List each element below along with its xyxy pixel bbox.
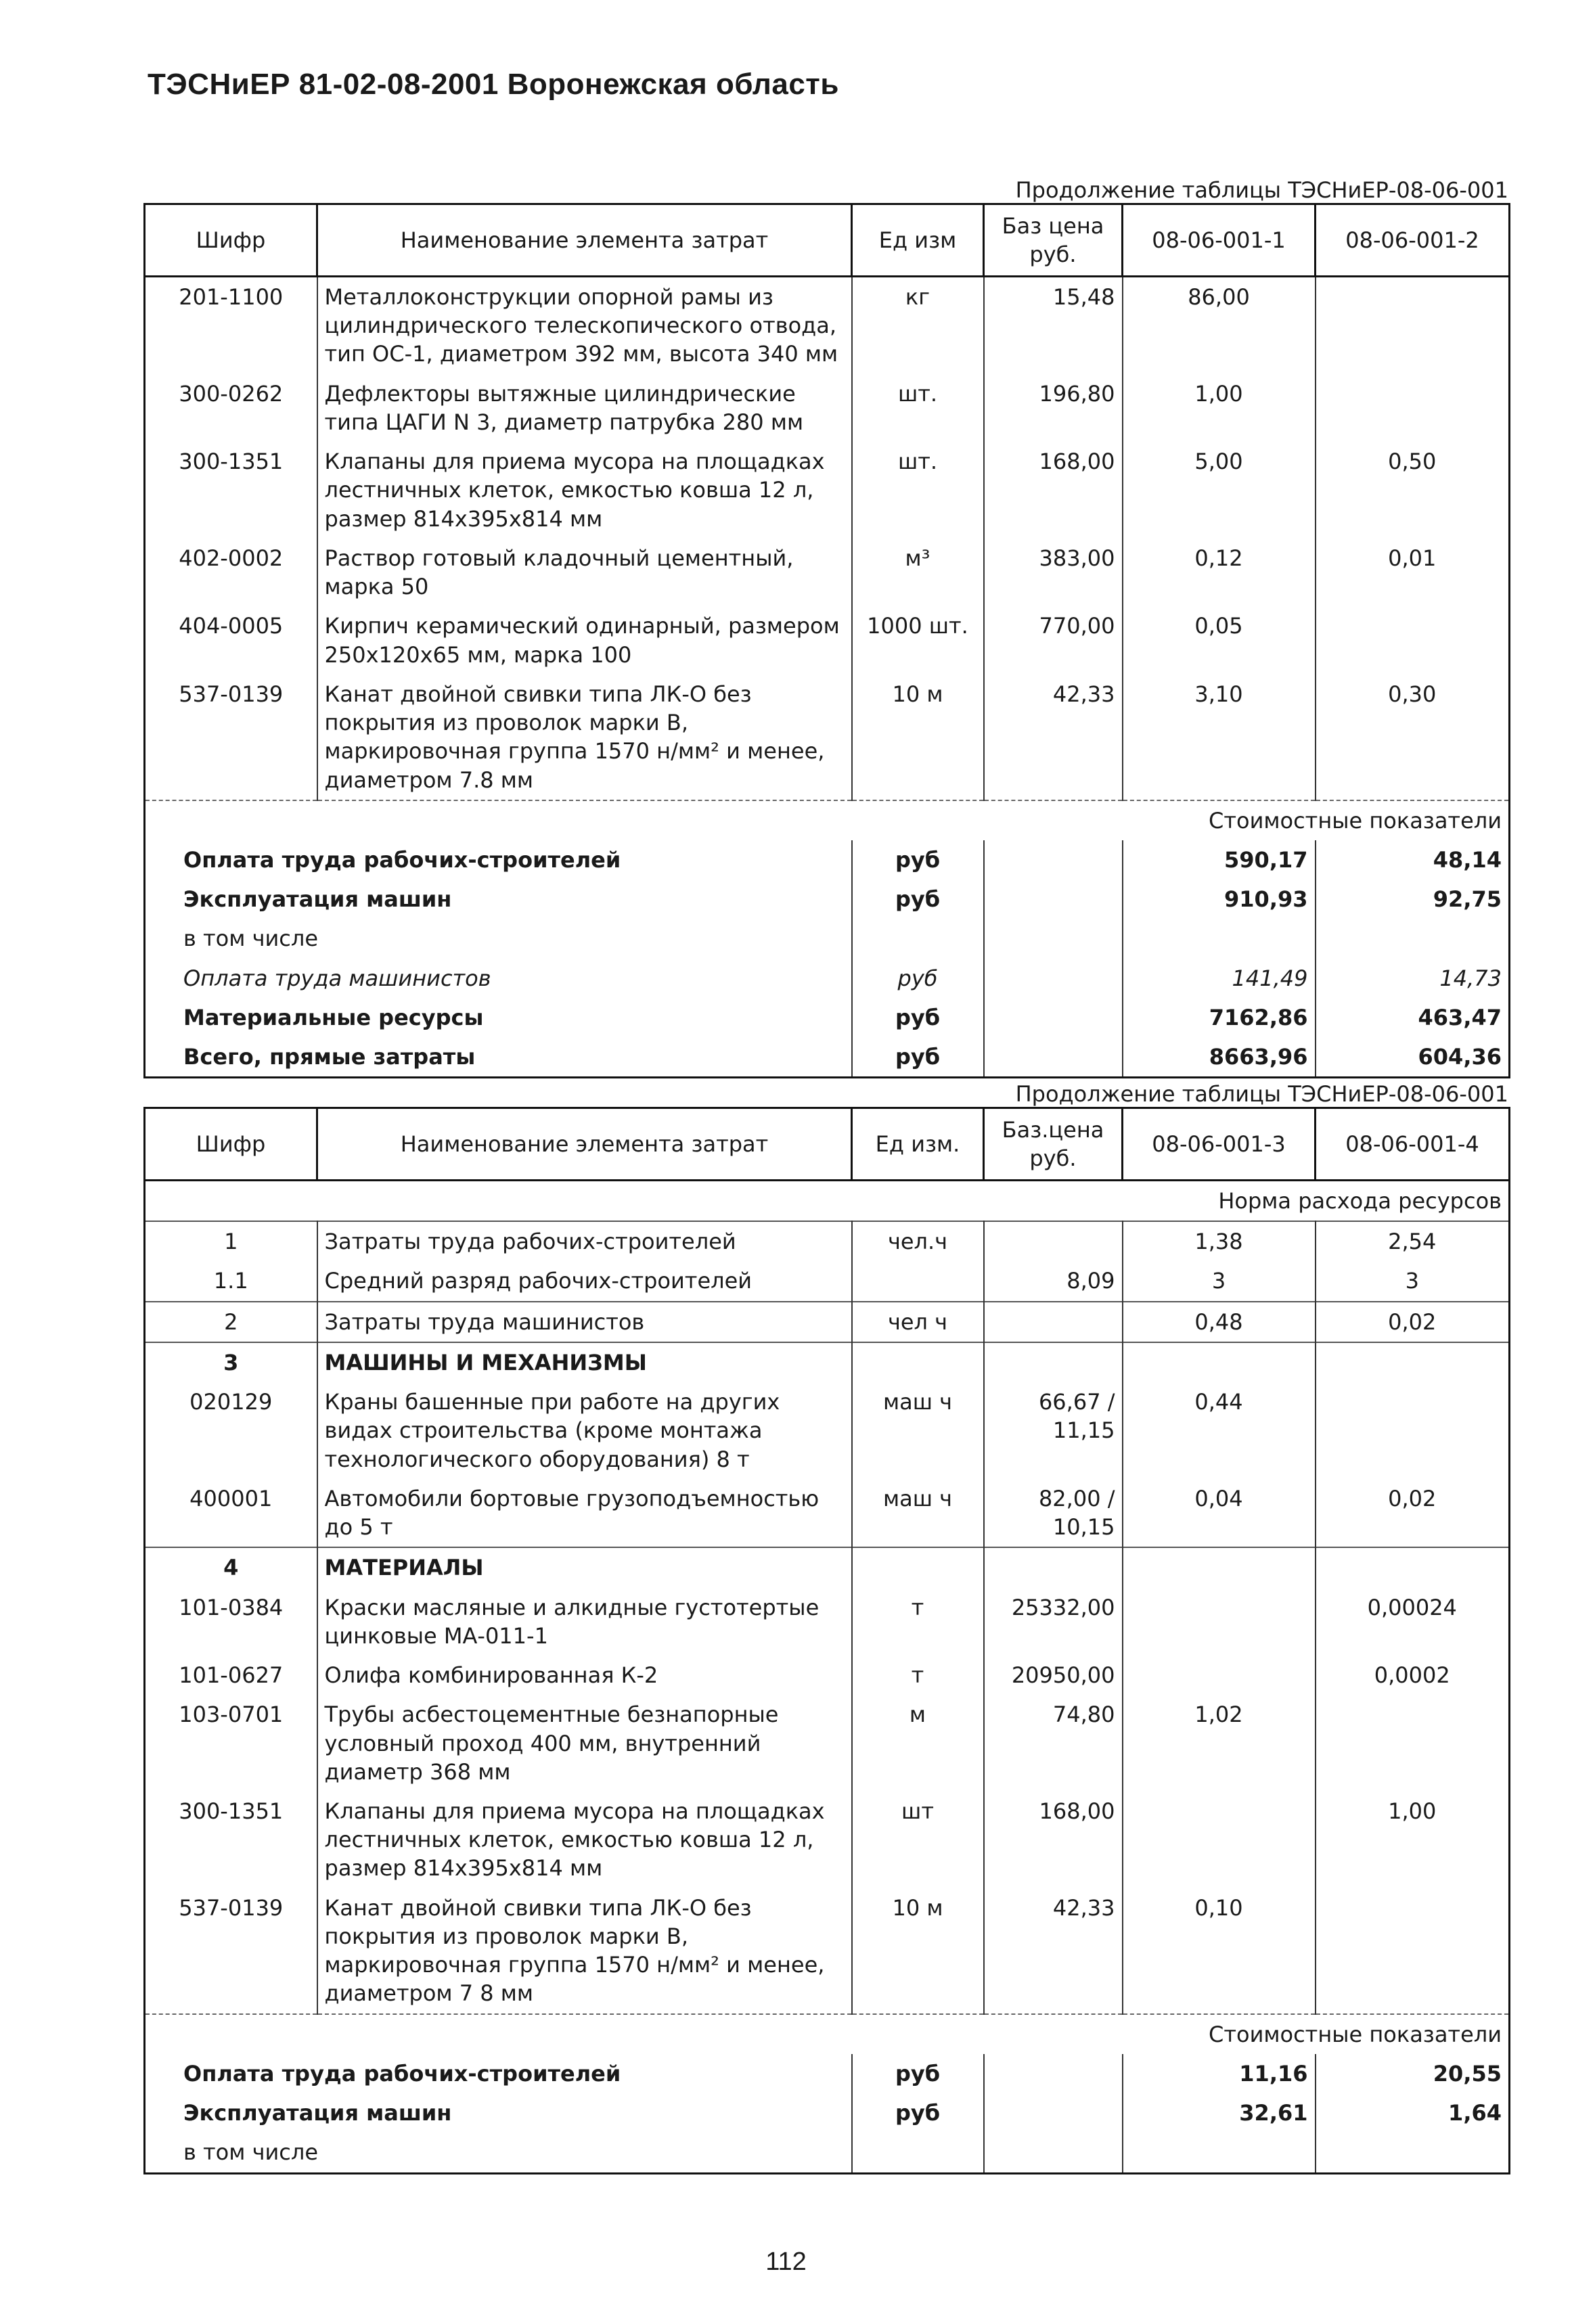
resource-unit [852,1547,984,1587]
base-price: 25332,00 [984,1588,1123,1656]
summary-value: 141,49 [1123,959,1316,998]
header-norm-1: 08-06-001-1 [1123,204,1316,277]
resource-code: 300-0262 [145,374,317,442]
summary-blank [984,998,1123,1037]
norm-value: 0,02 [1316,1479,1510,1547]
table-row [145,539,1510,606]
summary-value: 48,14 [1316,840,1510,880]
summary-row [145,2054,1510,2093]
base-price [984,1547,1123,1587]
norm-table-2 [143,1107,1510,2174]
summary-value [1123,919,1316,958]
resource-code: 2 [145,1302,317,1342]
base-price: 82,00 / 10,15 [984,1479,1123,1547]
header-base-price: Баз цена руб. [984,204,1123,277]
resource-name: Раствор готовый кладочный цементный, марка 50 [317,539,852,606]
base-price [984,1221,1123,1261]
header-unit: Ед изм [852,204,984,277]
table-row [145,1695,1510,1792]
resource-name: МАТЕРИАЛЫ [317,1547,852,1587]
cost-indicators-title: Стоимостные показатели [145,2014,1510,2054]
resource-name: Затраты труда рабочих-строителей [317,1221,852,1261]
header-norm-4: 08-06-001-4 [1316,1108,1510,1181]
resource-code: 1.1 [145,1261,317,1301]
resource-unit: чел.ч [852,1221,984,1261]
summary-value: 910,93 [1123,880,1316,919]
summary-value: 463,47 [1316,998,1510,1037]
norm-value: 0,0002 [1316,1656,1510,1695]
cost-indicators-title: Стоимостные показатели [145,800,1510,840]
table-row [145,1479,1510,1547]
norm-value: 3 [1123,1261,1316,1301]
summary-value: 7162,86 [1123,998,1316,1037]
norm-value [1316,1342,1510,1382]
summary-unit: руб [852,2093,984,2133]
resource-name: Канат двойной свивки типа ЛК-О без покрытия из проволок марки В, маркировочная группа 1570 н/мм² и менее, диаметром 7.8 мм [317,675,852,800]
norm-value: 0,00024 [1316,1588,1510,1656]
base-price: 383,00 [984,539,1123,606]
norm-value [1123,1342,1316,1382]
summary-unit: руб [852,959,984,998]
norm-value: 5,00 [1123,442,1316,539]
resource-norm-title: Норма расхода ресурсов [1218,1188,1502,1214]
norm-value [1123,1588,1316,1656]
summary-row [145,1037,1510,1078]
norm-value: 0,50 [1316,442,1510,539]
summary-row [145,998,1510,1037]
resource-name: Автомобили бортовые грузоподъемностью до 5 т [317,1479,852,1547]
summary-value [1123,2133,1316,2173]
header-base-price: Баз.цена руб. [984,1108,1123,1181]
resource-name: Клапаны для приема мусора на площадках лестничных клеток, емкостью ковша 12 л, размер 814х395х814 мм [317,1792,852,1888]
norm-value: 0,02 [1316,1302,1510,1342]
table-row [145,1261,1510,1301]
resource-code: 4 [145,1547,317,1587]
header-unit: Ед изм. [852,1108,984,1181]
summary-name: Эксплуатация машин [145,2093,852,2133]
resource-name: Дефлекторы вытяжные цилиндрические типа ЦАГИ N 3, диаметр патрубка 280 мм [317,374,852,442]
header-name: Наименование элемента затрат [317,204,852,277]
table1-continuation-note: Продолжение таблицы ТЭСНиЕР-08-06-001 [1015,177,1508,203]
norm-table-1 [143,203,1510,1078]
resource-code: 402-0002 [145,539,317,606]
summary-name: в том числе [145,919,852,958]
summary-row [145,2093,1510,2133]
summary-name: в том числе [145,2133,852,2173]
summary-value: 8663,96 [1123,1037,1316,1078]
table2-continuation-note: Продолжение таблицы ТЭСНиЕР-08-06-001 [1015,1081,1508,1107]
norm-value: 2,54 [1316,1221,1510,1261]
summary-blank [984,919,1123,958]
resource-unit: т [852,1656,984,1695]
resource-unit: маш ч [852,1479,984,1547]
summary-blank [984,840,1123,880]
base-price: 74,80 [984,1695,1123,1792]
norm-value [1316,374,1510,442]
norm-value: 0,10 [1123,1888,1316,2014]
resource-name: Затраты труда машинистов [317,1302,852,1342]
resource-name: МАШИНЫ И МЕХАНИЗМЫ [317,1342,852,1382]
table-row [145,1221,1510,1261]
resource-code: 404-0005 [145,606,317,674]
norm-value: 0,12 [1123,539,1316,606]
resource-unit: 1000 шт. [852,606,984,674]
summary-blank [984,2054,1123,2093]
norm-value: 3 [1316,1261,1510,1301]
resource-code: 537-0139 [145,675,317,800]
summary-value: 590,17 [1123,840,1316,880]
summary-value: 20,55 [1316,2054,1510,2093]
summary-blank [984,880,1123,919]
summary-name: Материальные ресурсы [145,998,852,1037]
norm-value: 1,38 [1123,1221,1316,1261]
table-row [145,1302,1510,1342]
norm-value [1316,1547,1510,1587]
resource-unit: чел ч [852,1302,984,1342]
resource-code: 103-0701 [145,1695,317,1792]
base-price: 168,00 [984,442,1123,539]
summary-unit [852,2133,984,2173]
resource-unit: шт. [852,442,984,539]
header-norm-2: 08-06-001-2 [1316,204,1510,277]
resource-unit: т [852,1588,984,1656]
summary-blank [984,2093,1123,2133]
resource-name: Краски масляные и алкидные густотертые цинковые МА-011-1 [317,1588,852,1656]
summary-name: Оплата труда рабочих-строителей [145,840,852,880]
base-price: 196,80 [984,374,1123,442]
base-price: 168,00 [984,1792,1123,1888]
summary-name: Всего, прямые затраты [145,1037,852,1078]
resource-name: Металлоконструкции опорной рамы из цилиндрического телескопического отвода, тип ОС-1, диаметром 392 мм, высота 340 мм [317,277,852,374]
table-row [145,1547,1510,1587]
norm-value: 86,00 [1123,277,1316,374]
resource-unit: 10 м [852,675,984,800]
header-code: Шифр [145,1108,317,1181]
norm-value: 1,02 [1123,1695,1316,1792]
table-row [145,1656,1510,1695]
summary-value [1316,919,1510,958]
resource-unit: 10 м [852,1888,984,2014]
resource-unit [852,1261,984,1301]
resource-code: 300-1351 [145,442,317,539]
norm-value [1316,1695,1510,1792]
summary-row [145,880,1510,919]
header-norm-3: 08-06-001-3 [1123,1108,1316,1181]
resource-name: Канат двойной свивки типа ЛК-О без покрытия из проволок марки В, маркировочная группа 1570 н/мм² и менее, диаметром 7 8 мм [317,1888,852,2014]
document-title: ТЭСНиЕР 81-02-08-2001 Воронежская область [148,68,839,101]
resource-code: 400001 [145,1479,317,1547]
norm-value: 0,30 [1316,675,1510,800]
base-price: 770,00 [984,606,1123,674]
resource-unit: кг [852,277,984,374]
summary-row [145,919,1510,958]
resource-name: Средний разряд рабочих-строителей [317,1261,852,1301]
resource-code: 3 [145,1342,317,1382]
resource-name: Трубы асбестоцементные безнапорные условный проход 400 мм, внутренний диаметр 368 мм [317,1695,852,1792]
summary-value: 11,16 [1123,2054,1316,2093]
norm-value [1316,1888,1510,2014]
norm-value [1316,277,1510,374]
resource-name: Олифа комбинированная К-2 [317,1656,852,1695]
resource-code: 101-0627 [145,1656,317,1695]
norm-value: 1,00 [1123,374,1316,442]
table-row [145,1382,1510,1479]
summary-unit: руб [852,998,984,1037]
summary-unit: руб [852,2054,984,2093]
resource-name: Кирпич керамический одинарный, размером 250х120х65 мм, марка 100 [317,606,852,674]
summary-value: 92,75 [1316,880,1510,919]
summary-value [1316,2133,1510,2173]
summary-value: 32,61 [1123,2093,1316,2133]
resource-name: Краны башенные при работе на других видах строительства (кроме монтажа технологического оборудования) 8 т [317,1382,852,1479]
table-row [145,1588,1510,1656]
resource-unit: м [852,1695,984,1792]
table-row [145,675,1510,800]
summary-unit: руб [852,1037,984,1078]
base-price: 42,33 [984,675,1123,800]
table-row [145,1792,1510,1888]
resource-name: Клапаны для приема мусора на площадках лестничных клеток, емкостью ковша 12 л, размер 814х395х814 мм [317,442,852,539]
resource-unit: шт [852,1792,984,1888]
summary-value: 1,64 [1316,2093,1510,2133]
norm-value [1123,1547,1316,1587]
summary-row [145,2133,1510,2173]
page-number: 112 [765,2248,807,2276]
summary-blank [984,2133,1123,2173]
header-name: Наименование элемента затрат [317,1108,852,1181]
norm-value [1316,1382,1510,1479]
summary-blank [984,1037,1123,1078]
resource-unit: м³ [852,539,984,606]
norm-value [1123,1792,1316,1888]
norm-value [1123,1656,1316,1695]
resource-code: 300-1351 [145,1792,317,1888]
norm-value [1316,606,1510,674]
norm-value: 0,04 [1123,1479,1316,1547]
summary-unit [852,919,984,958]
summary-name: Эксплуатация машин [145,880,852,919]
table-row [145,1342,1510,1382]
norm-value: 0,44 [1123,1382,1316,1479]
norm-value: 0,48 [1123,1302,1316,1342]
resource-code: 101-0384 [145,1588,317,1656]
norm-value: 1,00 [1316,1792,1510,1888]
table-row [145,1888,1510,2014]
base-price: 20950,00 [984,1656,1123,1695]
base-price: 15,48 [984,277,1123,374]
resource-code: 201-1100 [145,277,317,374]
summary-unit: руб [852,840,984,880]
summary-value: 604,36 [1316,1037,1510,1078]
resource-code: 537-0139 [145,1888,317,2014]
norm-value: 0,01 [1316,539,1510,606]
base-price: 66,67 / 11,15 [984,1382,1123,1479]
base-price [984,1302,1123,1342]
summary-row [145,959,1510,998]
summary-row [145,840,1510,880]
table-row [145,277,1510,374]
summary-unit: руб [852,880,984,919]
resource-unit: шт. [852,374,984,442]
table-row [145,442,1510,539]
resource-code: 020129 [145,1382,317,1479]
resource-unit [852,1342,984,1382]
table-row [145,606,1510,674]
summary-name: Оплата труда рабочих-строителей [145,2054,852,2093]
summary-value: 14,73 [1316,959,1510,998]
header-code: Шифр [145,204,317,277]
base-price: 8,09 [984,1261,1123,1301]
norm-value: 0,05 [1123,606,1316,674]
resource-code: 1 [145,1221,317,1261]
summary-blank [984,959,1123,998]
base-price: 42,33 [984,1888,1123,2014]
table-row [145,374,1510,442]
base-price [984,1342,1123,1382]
norm-value: 3,10 [1123,675,1316,800]
resource-unit: маш ч [852,1382,984,1479]
summary-name: Оплата труда машинистов [145,959,852,998]
